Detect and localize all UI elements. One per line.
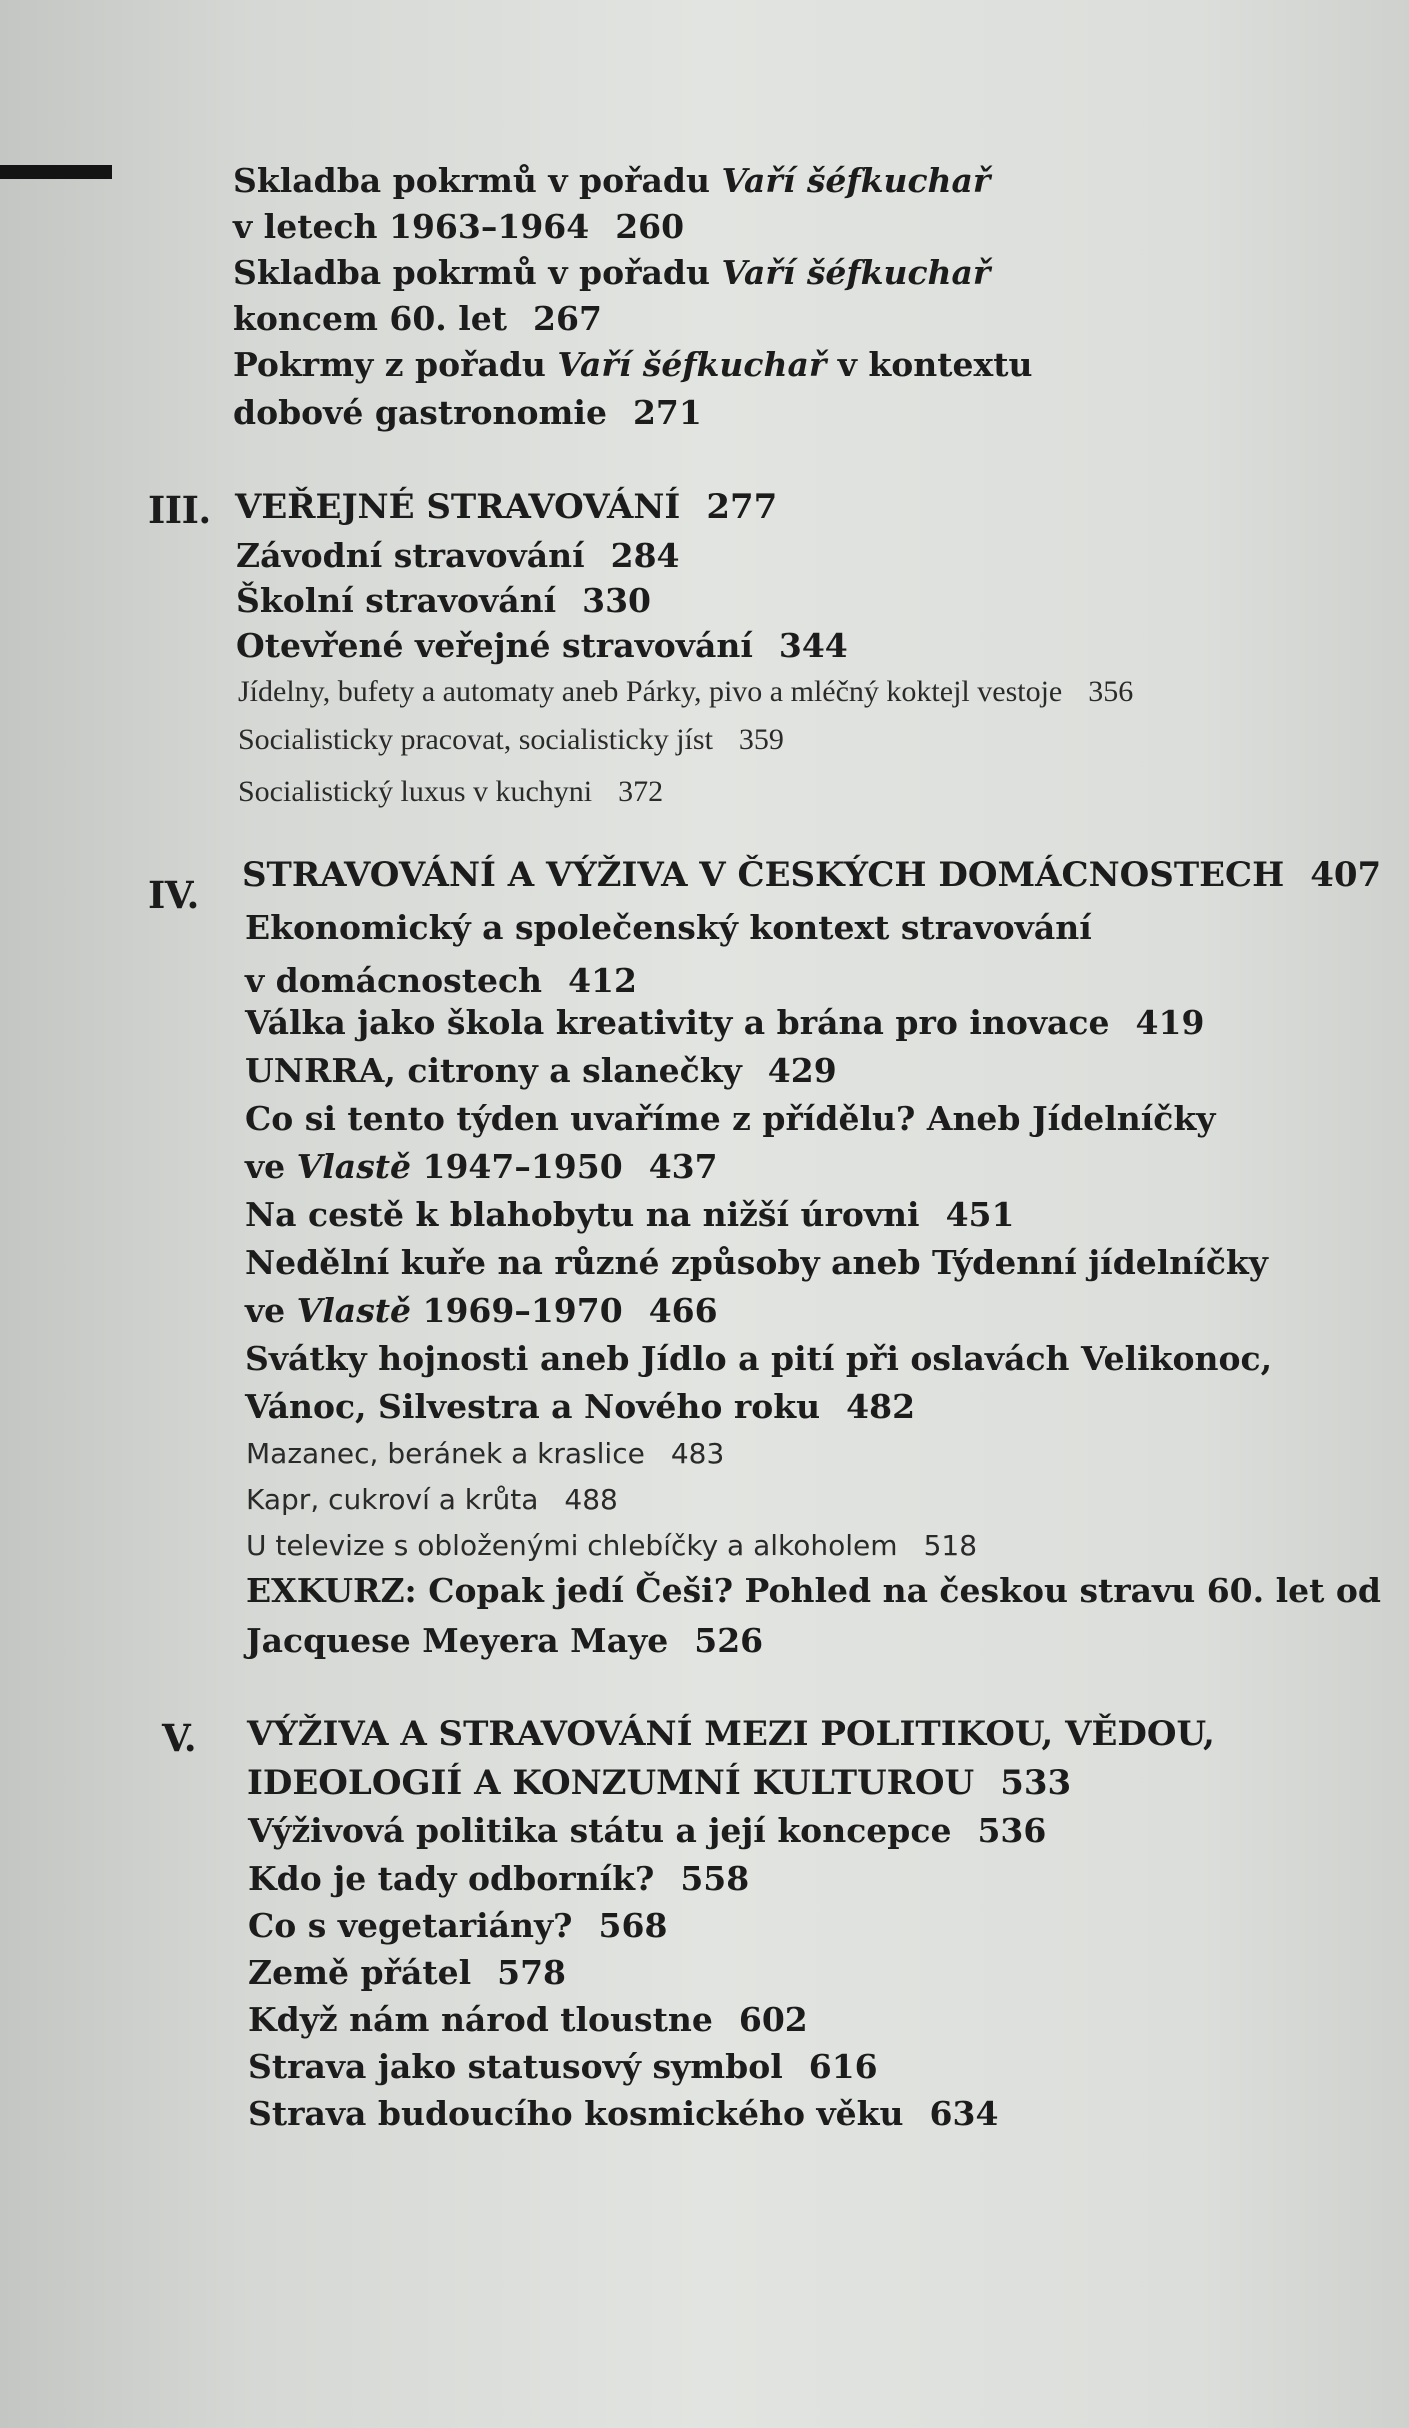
page-number: 372 [618, 775, 664, 808]
page-number: 356 [1088, 675, 1134, 708]
page-number: 267 [533, 299, 602, 338]
toc-entry-line [245, 1384, 915, 1430]
page-number: 277 [706, 487, 778, 527]
toc-entry-text: Vánoc, Silvestra a Nového roku [245, 1387, 821, 1426]
toc-entry-text: Co s vegetariány? [248, 1906, 573, 1945]
page-number: 407 [1310, 855, 1382, 895]
page-number: 344 [778, 626, 848, 665]
page-number: 488 [564, 1483, 618, 1516]
toc-entry-italic: Vaří šéfkuchař [557, 345, 827, 384]
toc-entry-line [245, 1048, 837, 1094]
toc-entry-line [245, 1336, 1272, 1382]
toc-entry-line [245, 905, 1092, 951]
page-number: 558 [680, 1859, 750, 1898]
page-number: 482 [846, 1387, 916, 1426]
toc-entry-text: Nedělní kuře na různé způsoby aneb Týdenní jídelníčky [245, 1243, 1268, 1282]
toc-entry-text: Strava budoucího kosmického věku [248, 2094, 904, 2133]
toc-entry-text: Svátky hojnosti aneb Jídlo a pití při oslavách Velikonoc, [245, 1339, 1273, 1378]
toc-entry-text: Kdo je tady odborník? [248, 1859, 655, 1898]
toc-entry-text: Skladba pokrmů v pořadu [233, 253, 722, 292]
toc-entry-line [248, 1903, 667, 1949]
toc-entry-italic: Vlastě [296, 1147, 412, 1186]
toc-entry-line [236, 578, 651, 624]
toc-entry-line [248, 1997, 808, 2043]
page-number: 260 [615, 207, 685, 246]
part-title [235, 484, 777, 530]
page-number: 578 [497, 1953, 566, 1992]
part-title-text: IDEOLOGIÍ A KONZUMNÍ KULTUROU [247, 1763, 975, 1803]
page-number: 533 [1000, 1763, 1072, 1803]
toc-entry-text: Když nám národ tloustne [248, 2000, 713, 2039]
toc-entry-text: 1969–1970 [411, 1291, 623, 1330]
toc-entry-italic: Vlastě [296, 1291, 412, 1330]
toc-entry-text: Jídelny, bufety a automaty aneb Párky, pivo a mléčný koktejl vestoje [238, 675, 1063, 708]
toc-entry-line [236, 623, 848, 669]
toc-entry-line [233, 390, 702, 436]
toc-subentry-line [246, 1432, 724, 1476]
page-number: 526 [694, 1621, 764, 1660]
toc-entry-text: ve [245, 1147, 297, 1186]
page-number: 634 [929, 2094, 999, 2133]
part-title [242, 852, 1381, 898]
toc-entry-text: Země přátel [248, 1953, 472, 1992]
toc-entry-text: Závodní stravování [236, 536, 585, 575]
toc-entry-text: Otevřené veřejné stravování [236, 626, 753, 665]
toc-entry-text: U televize s obloženými chlebíčky a alkoholem [246, 1529, 898, 1562]
part-title-text: STRAVOVÁNÍ A VÝŽIVA V ČESKÝCH DOMÁCNOSTECH [242, 855, 1285, 895]
page-number: 429 [767, 1051, 837, 1090]
page-number: 616 [808, 2047, 878, 2086]
toc-entry-text: Strava jako statusový symbol [248, 2047, 783, 2086]
toc-entry-text: UNRRA, citrony a slanečky [245, 1051, 742, 1090]
toc-entry-line [248, 1808, 1046, 1854]
page-number: 483 [670, 1437, 725, 1470]
page-number: 437 [648, 1147, 718, 1186]
page-number: 412 [568, 961, 637, 1000]
toc-entry-line [233, 296, 602, 342]
page-number: 419 [1135, 1003, 1205, 1042]
page-number: 602 [738, 2000, 808, 2039]
toc-entry-text: Kapr, cukroví a krůta [246, 1483, 539, 1516]
part-title-text: VEŘEJNÉ STRAVOVÁNÍ [235, 487, 681, 527]
toc-entry-text: Výživová politika státu a její koncepce [248, 1811, 952, 1850]
toc-entry-text: Ekonomický a společenský kontext stravování [245, 908, 1092, 947]
toc-entry-line [245, 1192, 1014, 1238]
toc-entry-italic: Vaří šéfkuchař [721, 253, 991, 292]
toc-entry-text: Co si tento týden uvaříme z přídělu? Aneb Jídelníčky [245, 1099, 1216, 1138]
page-number: 466 [648, 1291, 718, 1330]
toc-entry-text: ve [245, 1291, 297, 1330]
toc-subentry-line [246, 1524, 977, 1568]
toc-entry-text: v kontextu [826, 345, 1033, 384]
toc-entry-line [248, 1950, 566, 1996]
toc-entry-line [248, 2044, 878, 2090]
toc-entry-text: Válka jako škola kreativity a brána pro inovace [245, 1003, 1110, 1042]
page-number: 330 [582, 581, 652, 620]
toc-entry-line [245, 1000, 1204, 1046]
toc-entry-line [245, 958, 637, 1004]
toc-entry-text: 1947–1950 [411, 1147, 623, 1186]
page-number: 271 [632, 393, 702, 432]
toc-subentry-line [246, 1478, 618, 1522]
page-number: 536 [977, 1811, 1047, 1850]
toc-entry-text: Na cestě k blahobytu na nižší úrovni [245, 1195, 920, 1234]
toc-entry-text: dobové gastronomie [233, 393, 607, 432]
toc-entry-line [245, 1144, 718, 1190]
toc-entry-text: Školní stravování [236, 581, 557, 620]
toc-entry-line [233, 158, 990, 204]
toc-entry-text: Jacquese Meyera Maye [246, 1621, 669, 1660]
toc-entry-italic: Vaří šéfkuchař [721, 161, 991, 200]
toc-entry-line [248, 1856, 749, 1902]
toc-entry-line [245, 1096, 1215, 1142]
toc-entry-line [233, 250, 990, 296]
toc-entry-text: koncem 60. let [233, 299, 508, 338]
toc-entry-line [236, 533, 680, 579]
toc-entry-line [245, 1288, 718, 1334]
toc-entry-line [248, 2091, 998, 2137]
toc-entry-text: Socialisticky pracovat, socialisticky jíst [238, 723, 713, 756]
toc-entry-text: Socialistický luxus v kuchyni [238, 775, 593, 808]
toc-entry-text: Pokrmy z pořadu [233, 345, 558, 384]
toc-entry-text: Skladba pokrmů v pořadu [233, 161, 722, 200]
part-number: IV. [148, 873, 199, 917]
part-title-text: VÝŽIVA A STRAVOVÁNÍ MEZI POLITIKOU, VĚDOU, [247, 1714, 1215, 1754]
toc-entry-text: EXKURZ: Copak jedí Češi? Pohled na českou stravu 60. let od [246, 1571, 1381, 1610]
part-title [247, 1760, 1071, 1806]
page-number: 451 [945, 1195, 1015, 1234]
toc-subentry-line [238, 718, 784, 762]
toc-entry-line [245, 1240, 1268, 1286]
part-number: III. [148, 488, 211, 532]
part-title [247, 1711, 1215, 1757]
toc-subentry-line [238, 670, 1133, 714]
toc-entry-text: Mazanec, beránek a kraslice [246, 1437, 645, 1470]
toc-entry-line [233, 204, 684, 250]
page-number: 568 [598, 1906, 668, 1945]
page-number: 359 [738, 723, 784, 756]
toc-entry-line [233, 342, 1032, 388]
toc-entry-text: v domácnostech [245, 961, 543, 1000]
page-number: 518 [923, 1529, 978, 1562]
page-number: 284 [610, 536, 680, 575]
toc-entry-line [246, 1568, 1381, 1614]
toc-entry-text: v letech 1963–1964 [233, 207, 590, 246]
part-number: V. [162, 1716, 197, 1760]
toc-entry-line [246, 1618, 763, 1664]
toc-subentry-line [238, 770, 663, 814]
